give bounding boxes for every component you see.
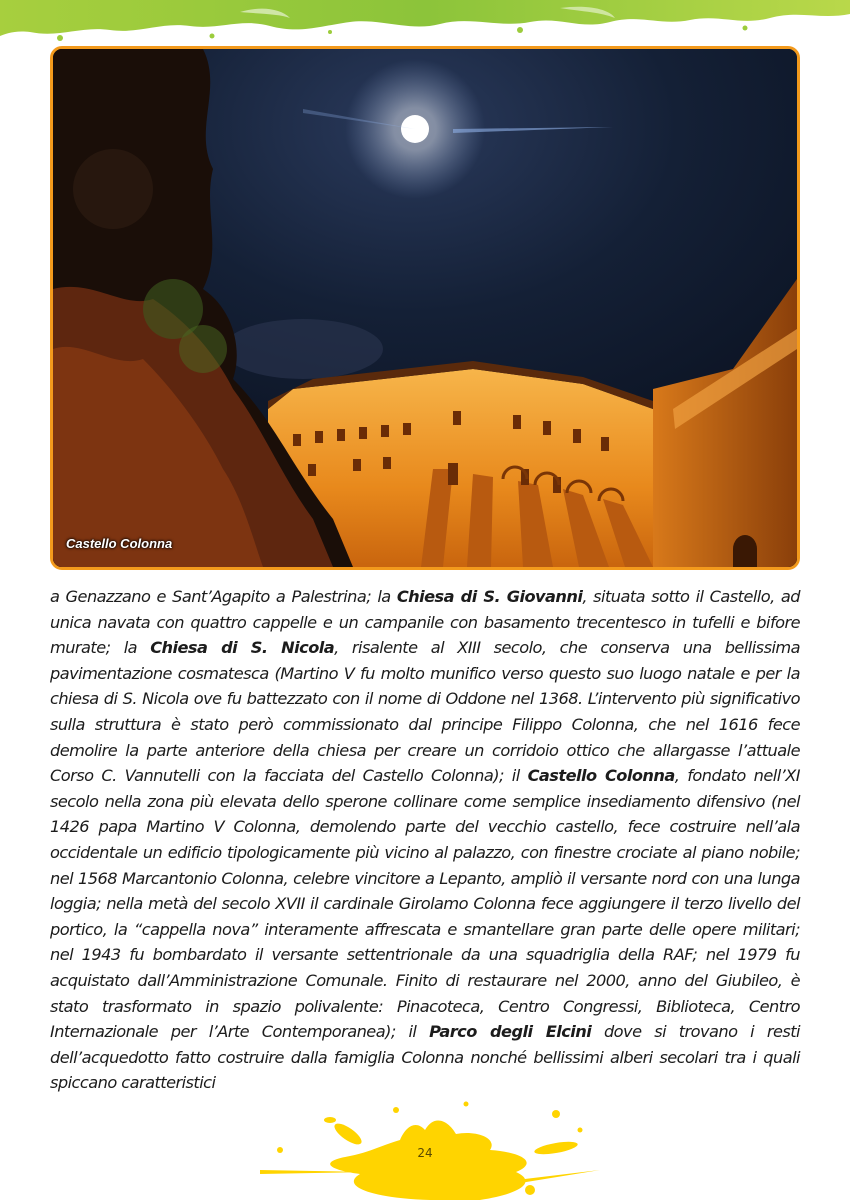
page-number: 24 <box>417 1146 433 1160</box>
text-segment: dove si trovano i resti dell’acquedotto fatto costruire dalla famiglia Colonna nonché bellissimi alberi secolari tra i quali spiccano caratteristici <box>50 1022 800 1093</box>
photo-caption: Castello Colonna <box>66 536 173 551</box>
text-segment: a Genazzano e Sant’Agapito a Palestrina; la <box>50 587 397 606</box>
body-paragraph <box>50 584 800 1096</box>
bottom-splash-decoration <box>220 1090 640 1200</box>
top-splash-decoration <box>0 0 850 42</box>
chiesa-s-nicola-term: Chiesa di S. Nicola <box>150 638 335 658</box>
text-segment: , fondato nell’XI secolo nella zona più elevata dello sperone collinare come semplice insediamento difensivo (nel 1426 papa Martino V Colonna, demolendo parte del vecchio castello, fece costruire nell’ala occidentale un edificio tipologicamente più vicino al palazzo, con finestre crociate al piano nobile; nel 1568 Marcantonio Colonna, celebre vincitore a Lepanto, ampliò il versante nord con una lunga loggia; nella metà del secolo XVII il cardinale Girolamo Colonna fece aggiungere il terzo livello del portico, la “cappella nova” interamente affrescata e smantellare gran parte delle opere militari; nel 1943 fu bombardato il versante settentrionale da una squadriglia della RAF; nel 1979 fu acquistato dall’Amministrazione Comunale. Finito di restaurare nel 2000, anno del Giubileo, è stato trasformato in spazio polivalente: Pinacoteca, Centro Congressi, Biblioteca, Centro Internazionale per l’Arte Contemporanea); il <box>50 766 800 1042</box>
parco-degli-elcini-term: Parco degli Elcini <box>429 1022 592 1042</box>
castello-colonna-photo <box>50 46 800 570</box>
text-segment: , situata sotto il Castello, ad unica navata con quattro cappelle e un campanile con basamento trecentesco in tufelli e bifore murate; la <box>50 587 800 658</box>
chiesa-s-giovanni-term: Chiesa di S. Giovanni <box>396 587 583 606</box>
text-segment: , risalente al XIII secolo, che conserva una bellissima pavimentazione cosmatesca (Martino V fu molto munifico verso questo suo luogo natale e per la chiesa di S. Nicola ove fu battezzato con il nome di Oddone nel 1368. L’intervento più significativo sulla struttura è stato però commissionato dal principe Filippo Colonna, che nel 1616 fece demolire la parte anteriore della chiesa per creare un corridoio ottico che allargasse l’attuale Corso C. Vannutelli con la facciata del Castello Colonna); il <box>50 638 800 786</box>
castello-colonna-term: Castello Colonna <box>527 766 675 786</box>
